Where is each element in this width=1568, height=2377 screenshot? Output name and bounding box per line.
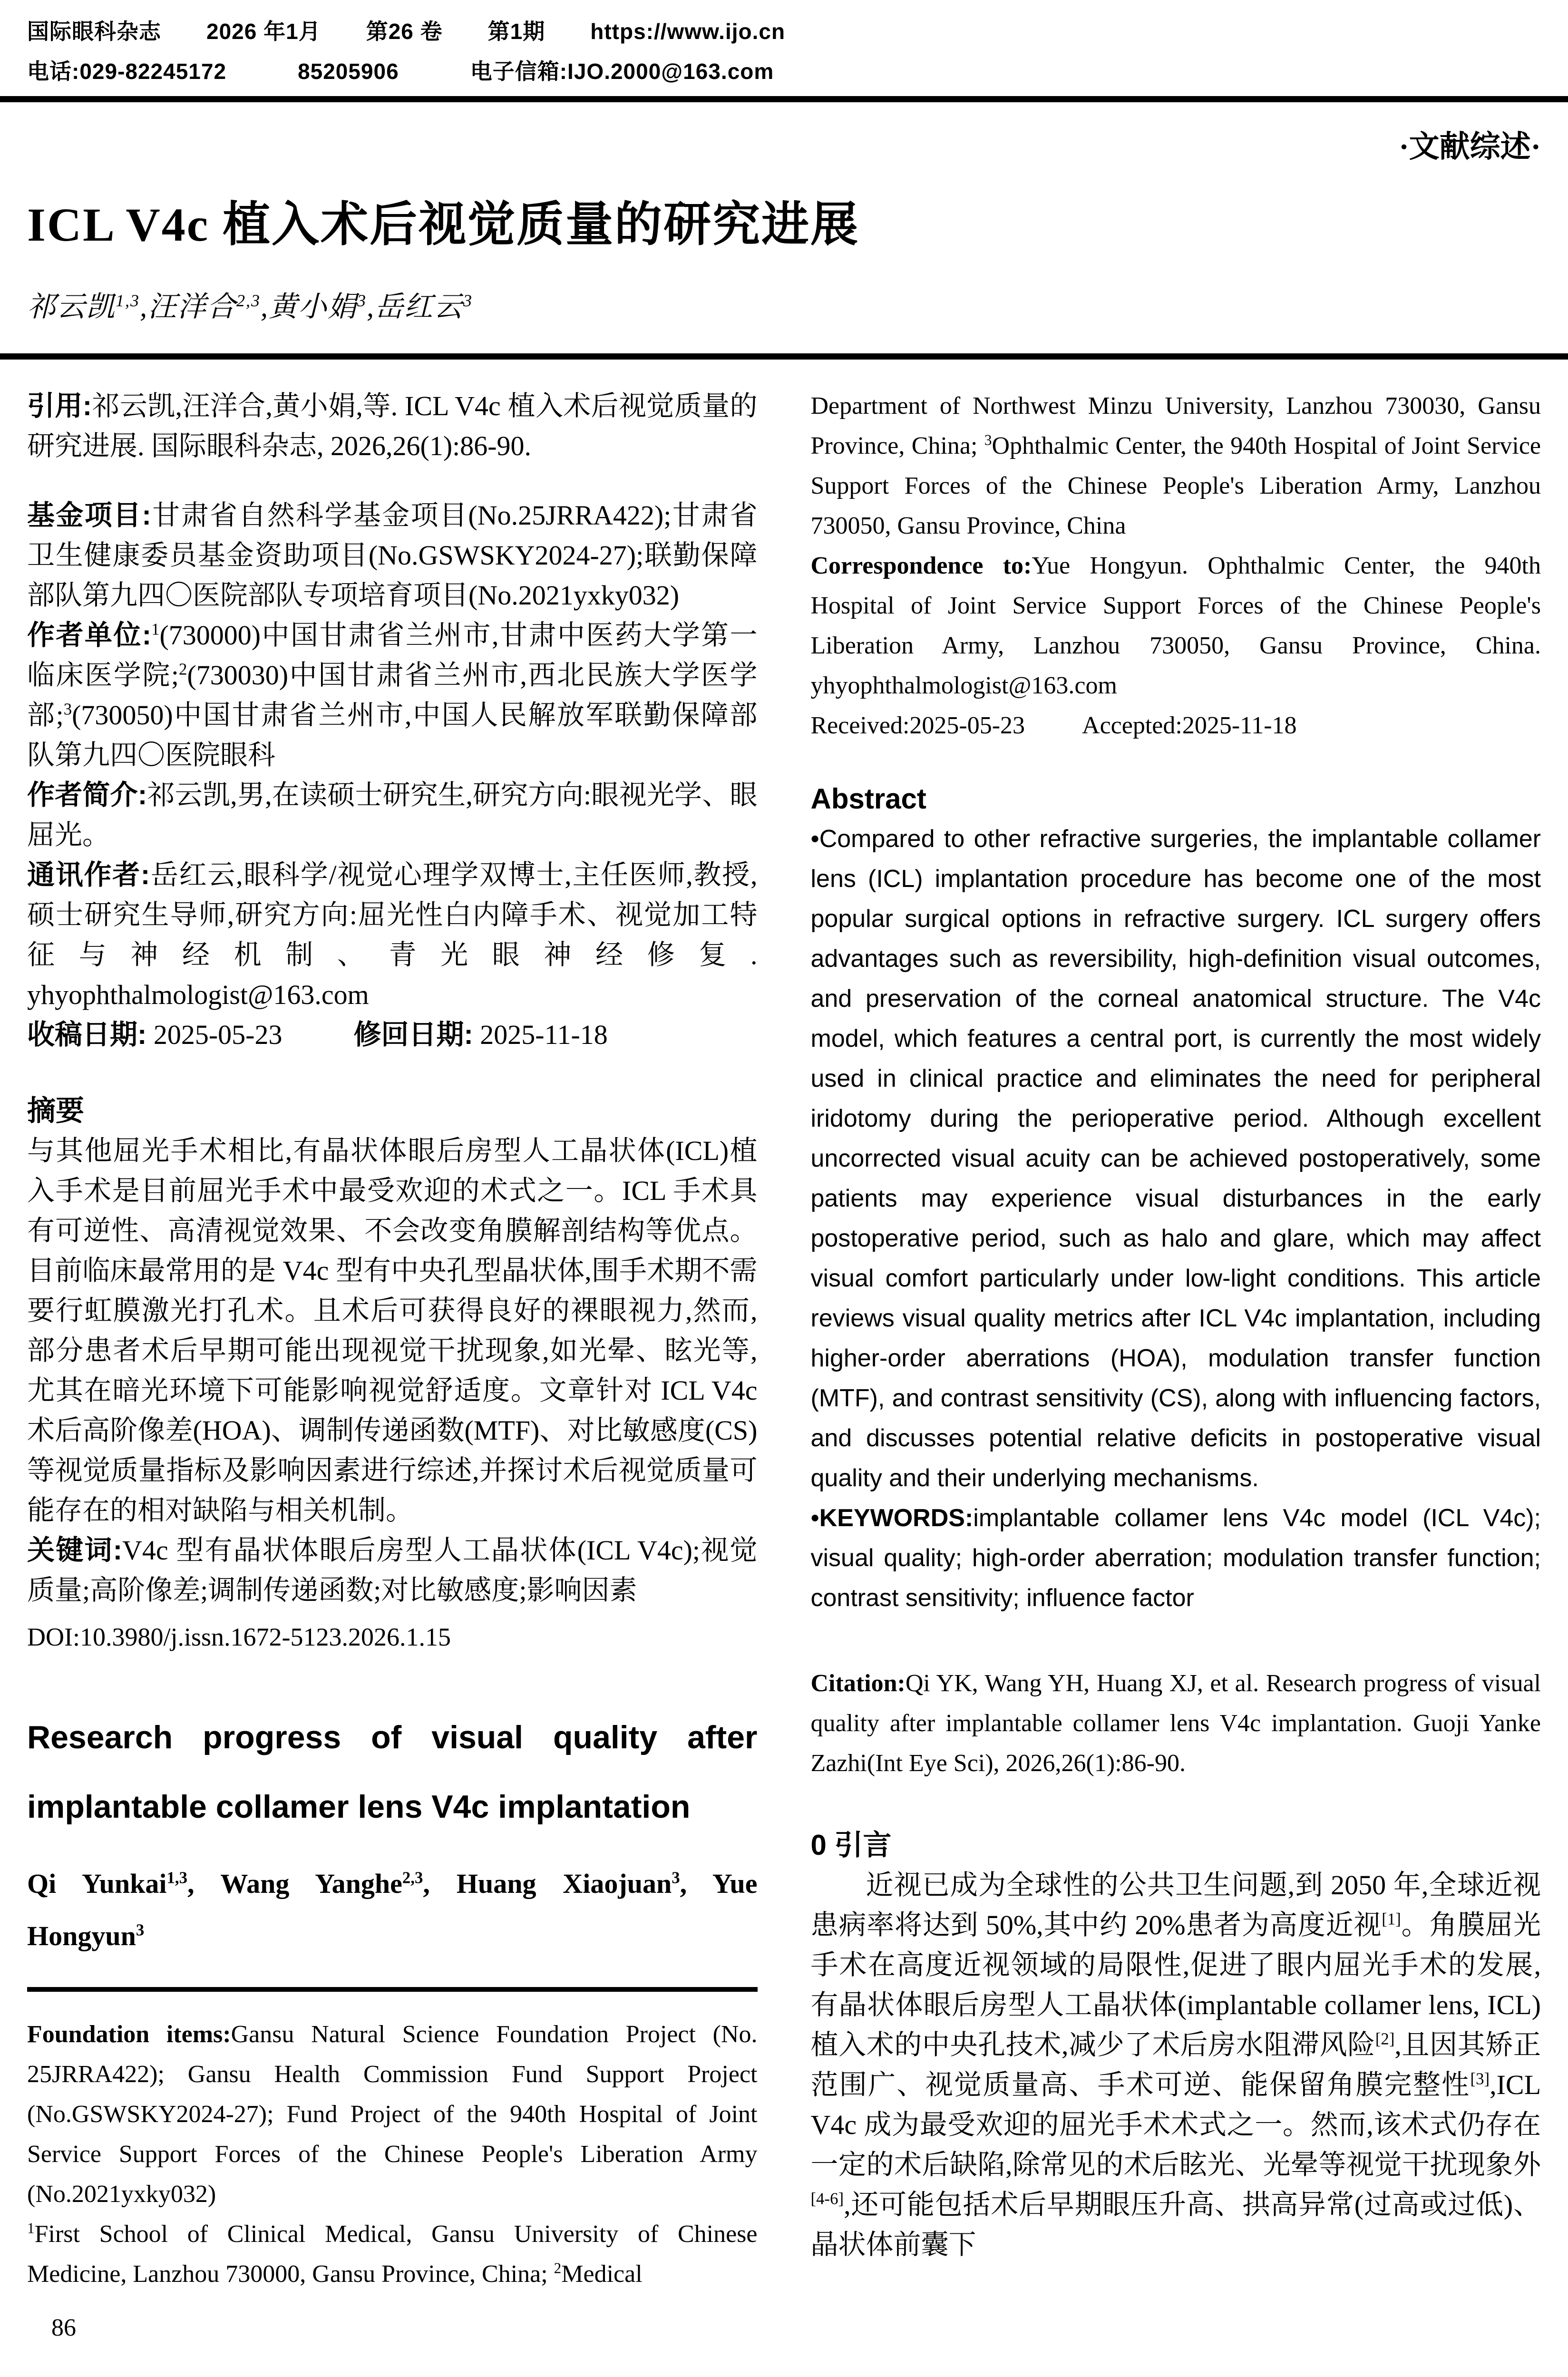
dates-line <box>27 1015 758 1055</box>
corresponding-author-label: 通讯作者: <box>27 859 150 890</box>
corresponding-author-text: 岳红云,眼科学/视觉心理学双博士,主任医师,教授,硕士研究生导师,研究方向:屈光性白内障手术、视觉加工特征与神经机制、青光眼神经修复. yhyophthalmologist@163.com <box>27 859 758 1010</box>
journal-name: 国际眼科杂志 <box>27 19 161 44</box>
journal-email: 电子信箱:IJO.2000@163.com <box>470 59 774 84</box>
content-columns <box>0 360 1568 2294</box>
authors-divider <box>0 353 1568 360</box>
foundation-text: Gansu Natural Science Foundation Project (No. 25JRRA422); Gansu Health Commission Fund Support Project (No.GSWSKY2024-27); Fund Project of the 940th Hospital of Joint Service Support Forces of the Chinese People's Liberation Army (No.2021yxky032) <box>27 2021 758 2208</box>
revised-value-cn: 2025-11-18 <box>480 1019 608 1050</box>
accepted-date-en <box>1082 712 1296 739</box>
keywords-en-text: implantable collamer lens V4c model (ICL V4c); visual quality; high-order aberration; modulation transfer function; contrast sensitivity; influence factor <box>810 1504 1541 1612</box>
citation-cn-label: 引用: <box>27 390 92 421</box>
article-title-en: Research progress of visual quality after implantable collamer lens V4c implantation <box>27 1719 758 1825</box>
received-date-cn <box>27 1019 282 1050</box>
affiliation-cn-paragraph <box>27 615 758 775</box>
page-number: 86 <box>51 2314 76 2341</box>
received-value-cn: 2025-05-23 <box>153 1019 282 1050</box>
affiliation-en-paragraph: $^1$First School of Clinical Medical, Gansu University of Chinese Medicine, Lanzhou 730000, Gansu Province, China; $^2$Medical <box>27 2220 758 2288</box>
keywords-cn-label: 关键词: <box>27 1535 123 1566</box>
author-bio-label: 作者简介: <box>27 779 147 810</box>
foundation-label: Foundation items: <box>27 2021 231 2048</box>
citation-cn-paragraph <box>27 386 758 466</box>
journal-phone-2: 85205906 <box>298 59 399 84</box>
received-label-cn: 收稿日期: <box>27 1019 147 1050</box>
correspondence-paragraph <box>811 546 1541 706</box>
citation-cn-text: 祁云凯,汪洋合,黄小娟,等. ICL V4c 植入术后视觉质量的研究进展. 国际眼科杂志, 2026,26(1):86-90. <box>27 390 758 461</box>
revised-label-cn: 修回日期: <box>353 1019 473 1050</box>
volume: 第26 卷 <box>366 19 443 44</box>
abstract-en-text: •Compared to other refractive surgeries, the implantable collamer lens (ICL) implantation procedure has become one of the most popular surgical options in refractive surgery. ICL surgery offers advantages such as reversibility, high-definition visual outcomes, and preservation of the corneal anatomical structure. The V4c model, which features a central port, is currently the most widely used in clinical practice and eliminates the need for peripheral iridotomy during the perioperative period. Although excellent uncorrected visual acuity can be achieved postoperatively, some patients may experience visual disturbances in the early postoperative period, such as halo and glare, which may affect visual comfort particularly under low-light conditions. This article reviews visual quality metrics after ICL V4c implantation, including higher-order aberrations (HOA), modulation transfer function (MTF), and contrast sensitivity (CS), along with influencing factors, and discusses potential relative deficits in postoperative visual quality and their underlying mechanisms. <box>810 825 1541 1492</box>
authors-cn: 祁云凯$^{1,3}$,汪洋合$^{2,3}$,黄小娟$^3$,岳红云$^3$ <box>27 291 473 322</box>
doi-line: DOI:10.3980/j.issn.1672-5123.2026.1.15 <box>27 1623 451 1651</box>
header-divider <box>0 96 1568 102</box>
received-value-en: 2025-05-23 <box>909 712 1025 739</box>
keywords-bullet: • <box>810 1504 819 1532</box>
affiliation-cn-label: 作者单位: <box>27 620 152 651</box>
accepted-label-en: Accepted: <box>1082 712 1182 739</box>
revised-date-cn <box>353 1019 607 1050</box>
left-column <box>27 386 758 2294</box>
abstract-cn-text: 与其他屈光手术相比,有晶状体眼后房型人工晶状体(ICL)植入手术是目前屈光手术中最受欢迎的术式之一。ICL 手术具有可逆性、高清视觉效果、不会改变角膜解剖结构等优点。目前临床最常用的是 V4c 型有中央孔型晶状体,围手术期不需要行虹膜激光打孔术。且术后可获得良好的裸眼视力,然而,部分患者术后早期可能出现视觉干扰现象,如光晕、眩光等,尤其在暗光环境下可能影响视觉舒适度。文章针对 ICL V4c 术后高阶像差(HOA)、调制传递函数(MTF)、对比敏感度(CS)等视觉质量指标及影响因素进行综述,并探讨术后视觉质量可能存在的相对缺陷与相关机制。 <box>27 1135 758 1526</box>
received-label-en: Received: <box>810 712 910 739</box>
page-header <box>0 0 1568 86</box>
foundation-divider <box>27 1987 758 1992</box>
affiliation-cn-text: $^1$(730000)中国甘肃省兰州市,甘肃中医药大学第一临床医学院;$^2$(730030)中国甘肃省兰州市,西北民族大学医学部;$^3$(730050)中国甘肃省兰州市,中国人民解放军联勤保障部队第九四〇医院眼科 <box>27 620 758 770</box>
author-bio-paragraph <box>27 775 758 855</box>
citation-en-text: Qi YK, Wang YH, Huang XJ, et al. Research progress of visual quality after implantable collamer lens V4c implantation. Guoji Yanke Zazhi(Int Eye Sci), 2026,26(1):86-90. <box>810 1670 1541 1777</box>
article-type-badge: ·文献综述· <box>1399 130 1541 164</box>
introduction-heading: 0 引言 <box>810 1829 892 1861</box>
header-line-2 <box>27 54 1541 86</box>
keywords-cn-paragraph <box>27 1530 758 1610</box>
authors-en: Qi Yunkai$^{1,3}$, Wang Yanghe$^{2,3}$, Huang Xiaojuan$^3$, Yue Hongyun$^3$ <box>27 1868 758 1951</box>
fund-paragraph <box>27 496 758 615</box>
correspondence-label: Correspondence to: <box>810 552 1032 579</box>
fund-label: 基金项目: <box>27 500 151 531</box>
citation-en-paragraph <box>811 1664 1541 1783</box>
correspondence-text: Yue Hongyun. Ophthalmic Center, the 940th Hospital of Joint Service Support Forces of the Chinese People's Liberation Army, Lanzhou 730050, Gansu Province, China. yhyophthalmologist@163.com <box>810 552 1541 699</box>
citation-en-label: Citation: <box>810 1670 906 1697</box>
received-accepted-line <box>811 706 1541 746</box>
right-column <box>811 386 1541 2294</box>
article-title-cn: ICL V4c 植入术后视觉质量的研究进展 <box>27 198 860 251</box>
keywords-en-label: KEYWORDS: <box>819 1504 974 1532</box>
abstract-en-heading: Abstract <box>810 783 926 815</box>
header-line-1 <box>27 14 1541 46</box>
author-bio-text: 祁云凯,男,在读硕士研究生,研究方向:眼视光学、眼屈光。 <box>27 779 758 850</box>
foundation-paragraph <box>27 2015 758 2214</box>
journal-url: https://www.ijo.cn <box>590 19 786 44</box>
affiliation-en-continued: Department of Northwest Minzu University, Lanzhou 730030, Gansu Province, China; $^3$Ophthalmic Center, the 940th Hospital of Joint Service Support Forces of the Chinese People's Liberation Army, Lanzhou 730050, Gansu Province, China <box>810 392 1541 539</box>
accepted-value-en: 2025-11-18 <box>1182 712 1297 739</box>
issue-number: 第1期 <box>487 19 545 44</box>
received-date-en <box>811 712 1025 739</box>
abstract-cn-heading: 摘要 <box>27 1095 84 1127</box>
introduction-text: 近视已成为全球性的公共卫生问题,到 2050 年,全球近视患病率将达到 50%,其中约 20%患者为高度近视[1]。角膜屈光手术在高度近视领域的局限性,促进了眼内屈光手术的发展,有晶状体眼后房型人工晶状体(implantable collamer lens, ICL)植入术的中央孔技术,减少了术后房水阻滞风险[2],且因其矫正范围广、视觉质量高、手术可逆、能保留角膜完整性[3],ICL V4c 成为最受欢迎的屈光手术术式之一。然而,该术式仍存在一定的术后缺陷,除常见的术后眩光、光晕等视觉干扰现象外[4-6],还可能包括术后早期眼压升高、拱高异常(过高或过低)、晶状体前囊下 <box>810 1870 1541 2260</box>
issue-date: 2026 年1月 <box>206 19 321 44</box>
fund-text: 甘肃省自然科学基金项目(No.25JRRA422);甘肃省卫生健康委员基金资助项目(No.GSWSKY2024-27);联勤保障部队第九四〇医院部队专项培育项目(No.2021yxky032) <box>27 500 758 611</box>
keywords-cn-text: V4c 型有晶状体眼后房型人工晶状体(ICL V4c);视觉质量;高阶像差;调制传递函数;对比敏感度;影响因素 <box>27 1535 758 1606</box>
journal-phone: 电话:029-82245172 <box>27 59 227 84</box>
corresponding-author-paragraph <box>27 855 758 1015</box>
keywords-en-paragraph <box>811 1498 1541 1618</box>
